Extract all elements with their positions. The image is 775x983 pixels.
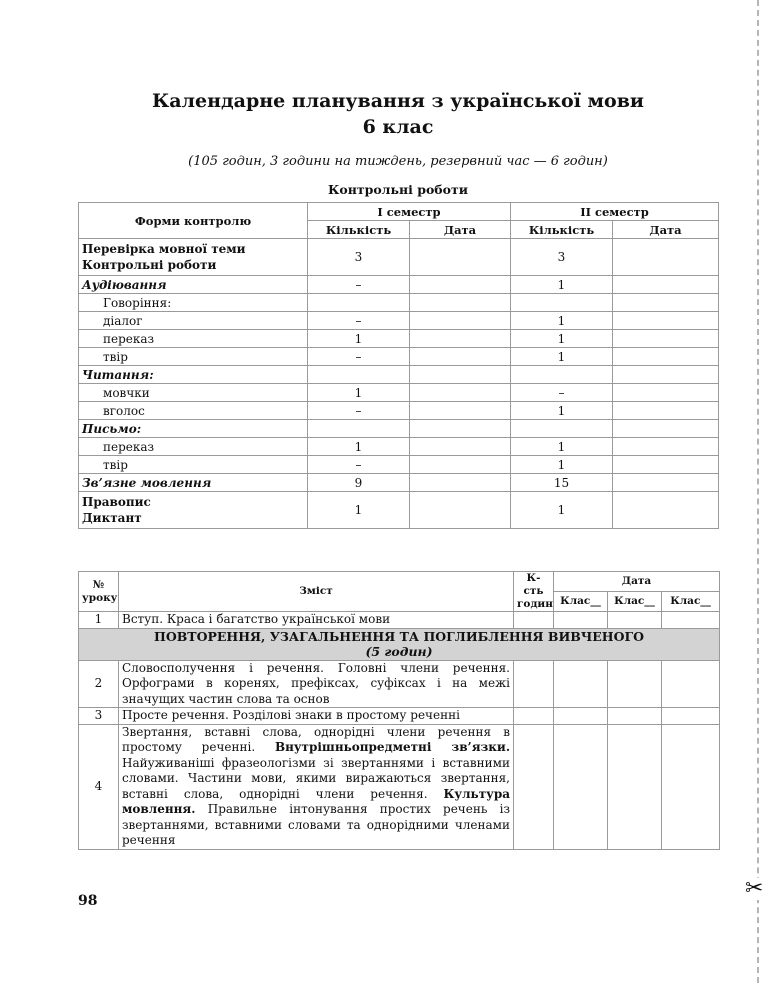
control-row-label: мовчки bbox=[79, 384, 308, 402]
control-row bbox=[79, 384, 719, 402]
section-heading bbox=[79, 628, 720, 660]
control-sem2-date bbox=[613, 312, 719, 330]
control-sem1-date bbox=[410, 456, 511, 474]
cut-line bbox=[757, 0, 759, 983]
control-row-label: твір bbox=[79, 456, 308, 474]
control-row-label: Аудіювання bbox=[79, 276, 308, 294]
control-sem2-date bbox=[613, 348, 719, 366]
control-sem2-date bbox=[613, 474, 719, 492]
control-sem1-count: – bbox=[308, 402, 410, 420]
lesson-no: 4 bbox=[79, 724, 119, 849]
control-sem2-count: 1 bbox=[511, 330, 613, 348]
head-lesson-no: № уроку bbox=[79, 572, 119, 612]
control-sem1-date bbox=[410, 239, 511, 276]
head-count-2: Кількість bbox=[511, 221, 613, 239]
control-row bbox=[79, 456, 719, 474]
head-count-1: Кількість bbox=[308, 221, 410, 239]
control-table-body bbox=[79, 239, 719, 529]
subtitle: (105 годин, 3 години на тиждень, резервний час — 6 годин) bbox=[188, 154, 608, 169]
control-sem2-date bbox=[613, 294, 719, 312]
control-row-label: вголос bbox=[79, 402, 308, 420]
control-sem1-date bbox=[410, 312, 511, 330]
control-row-label: Говоріння: bbox=[79, 294, 308, 312]
section-hours: (5 годин) bbox=[365, 644, 433, 659]
control-sem1-date bbox=[410, 330, 511, 348]
control-sem1-count bbox=[308, 366, 410, 384]
control-sem2-date bbox=[613, 239, 719, 276]
lesson-row bbox=[79, 612, 720, 629]
control-sem1-date bbox=[410, 366, 511, 384]
control-row bbox=[79, 239, 719, 276]
control-sem2-count bbox=[511, 294, 613, 312]
head-content: Зміст bbox=[119, 572, 514, 612]
head-hours: К-сть годин bbox=[514, 572, 554, 612]
lesson-no: 1 bbox=[79, 612, 119, 629]
control-sem1-count: 1 bbox=[308, 384, 410, 402]
page-number: 98 bbox=[78, 893, 98, 909]
control-row bbox=[79, 474, 719, 492]
control-row-label: Читання: bbox=[79, 366, 308, 384]
control-row bbox=[79, 348, 719, 366]
control-row-label: Правопис Диктант bbox=[79, 492, 308, 529]
control-sem2-count: 1 bbox=[511, 492, 613, 529]
head-class-2: Клас__ bbox=[608, 592, 662, 612]
control-sem1-date bbox=[410, 492, 511, 529]
control-sem2-date bbox=[613, 492, 719, 529]
lesson-no: 2 bbox=[79, 660, 119, 708]
control-sem2-count: 1 bbox=[511, 402, 613, 420]
head-date: Дата bbox=[554, 572, 720, 592]
head-date-1: Дата bbox=[410, 221, 511, 239]
head-class-3: Клас__ bbox=[662, 592, 720, 612]
control-sem2-count: 1 bbox=[511, 456, 613, 474]
control-sem2-count: 15 bbox=[511, 474, 613, 492]
lesson-content: Вступ. Краса і багатство української мови bbox=[119, 612, 514, 629]
control-row bbox=[79, 330, 719, 348]
control-sem2-date bbox=[613, 330, 719, 348]
control-sem1-date bbox=[410, 438, 511, 456]
page-title bbox=[78, 88, 718, 140]
control-sem2-date bbox=[613, 366, 719, 384]
control-row-label: твір bbox=[79, 348, 308, 366]
control-row bbox=[79, 312, 719, 330]
lesson-plan-table bbox=[78, 571, 720, 850]
control-sem1-count: 1 bbox=[308, 438, 410, 456]
control-sem2-date bbox=[613, 384, 719, 402]
control-sem2-date bbox=[613, 402, 719, 420]
control-sem1-date bbox=[410, 294, 511, 312]
control-row bbox=[79, 492, 719, 529]
head-semester-2: II семестр bbox=[511, 203, 719, 221]
control-sem2-count: 1 bbox=[511, 438, 613, 456]
lesson-content: Звертання, вставні слова, однорідні члени речення в простому реченні. Внутрішньопредметні зв’язки. Найуживаніші фразеологізми зі звертаннями і вставними словами. Частини мови, якими виражаються звертання, вставні слова, однорідні члени речення. Культура мовлення. Правильне інтонування простих речень із звертаннями, вставними словами та однорідними членами речення bbox=[119, 724, 514, 849]
control-row-label: переказ bbox=[79, 330, 308, 348]
control-sem2-count: 1 bbox=[511, 312, 613, 330]
control-sem1-count: – bbox=[308, 312, 410, 330]
lesson-row bbox=[79, 724, 720, 849]
control-sem1-count: 9 bbox=[308, 474, 410, 492]
control-sem1-date bbox=[410, 402, 511, 420]
control-works-table bbox=[78, 202, 719, 529]
control-sem1-date bbox=[410, 420, 511, 438]
control-row bbox=[79, 366, 719, 384]
section-row bbox=[79, 628, 720, 660]
control-row bbox=[79, 402, 719, 420]
title-line-1: Календарне планування з української мови bbox=[151, 90, 645, 112]
control-sem1-date bbox=[410, 474, 511, 492]
control-row-label: Зв’язне мовлення bbox=[79, 474, 308, 492]
section-title: ПОВТОРЕННЯ, УЗАГАЛЬНЕННЯ ТА ПОГЛИБЛЕННЯ ВИВЧЕНОГО bbox=[154, 628, 644, 644]
control-sem1-count: 1 bbox=[308, 330, 410, 348]
control-row-label: Перевірка мовної теми Контрольні роботи bbox=[79, 239, 308, 276]
control-row-label: діалог bbox=[79, 312, 308, 330]
control-sem1-count: – bbox=[308, 276, 410, 294]
title-line-2: 6 клас bbox=[362, 116, 434, 138]
control-sem1-count bbox=[308, 420, 410, 438]
control-sem1-date bbox=[410, 384, 511, 402]
lesson-content: Словосполучення і речення. Головні члени речення. Орфограми в коренях, префіксах, суфіксах і на межі значущих частин слова та основ bbox=[119, 660, 514, 708]
lesson-content: Просте речення. Розділові знаки в простому реченні bbox=[119, 708, 514, 725]
control-sem2-count: 1 bbox=[511, 276, 613, 294]
control-row-label: переказ bbox=[79, 438, 308, 456]
lesson-row bbox=[79, 660, 720, 708]
scissors-icon: ✂ bbox=[745, 876, 764, 901]
control-sem1-count: – bbox=[308, 456, 410, 474]
control-row bbox=[79, 438, 719, 456]
control-sem2-count: 3 bbox=[511, 239, 613, 276]
control-sem1-date bbox=[410, 348, 511, 366]
head-forms: Форми контролю bbox=[79, 203, 308, 239]
head-date-2: Дата bbox=[613, 221, 719, 239]
control-sem1-count: 3 bbox=[308, 239, 410, 276]
control-sem2-count bbox=[511, 366, 613, 384]
control-sem2-date bbox=[613, 276, 719, 294]
control-sem2-count bbox=[511, 420, 613, 438]
control-sem1-count: 1 bbox=[308, 492, 410, 529]
control-row bbox=[79, 420, 719, 438]
control-sem2-count: 1 bbox=[511, 348, 613, 366]
control-table-caption: Контрольні роботи bbox=[328, 182, 468, 197]
control-sem2-count: – bbox=[511, 384, 613, 402]
lesson-no: 3 bbox=[79, 708, 119, 725]
control-sem2-date bbox=[613, 438, 719, 456]
control-row-label: Письмо: bbox=[79, 420, 308, 438]
head-class-1: Клас__ bbox=[554, 592, 608, 612]
control-row bbox=[79, 294, 719, 312]
lesson-row bbox=[79, 708, 720, 725]
control-row bbox=[79, 276, 719, 294]
control-sem2-date bbox=[613, 456, 719, 474]
head-semester-1: I семестр bbox=[308, 203, 511, 221]
control-sem2-date bbox=[613, 420, 719, 438]
control-sem1-count bbox=[308, 294, 410, 312]
control-sem1-count: – bbox=[308, 348, 410, 366]
control-sem1-date bbox=[410, 276, 511, 294]
